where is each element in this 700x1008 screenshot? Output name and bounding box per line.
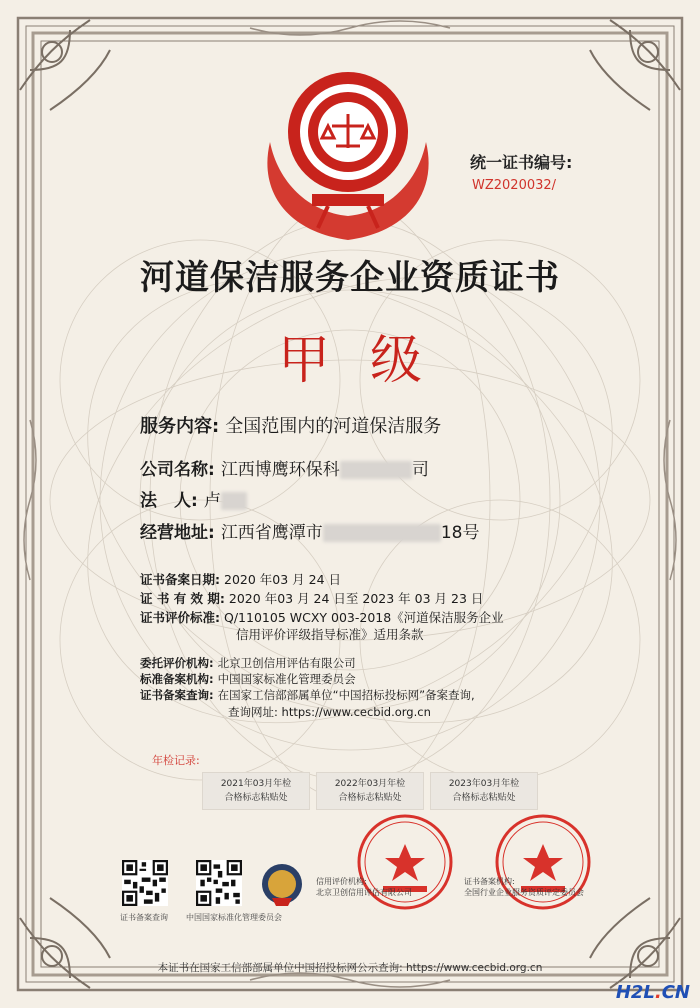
std-body-value: 中国国家标准化管理委员会 [217, 672, 356, 686]
evaluator-label: 委托评价机构: [140, 656, 214, 670]
certificate-title: 河道保洁服务企业资质证书 [140, 258, 560, 298]
qr-caption-standards: 中国国家标准化管理委员会 [186, 913, 282, 922]
annual-sticker-2023: 2023年03月年检 合格标志粘贴处 [430, 772, 538, 810]
query-row-cont [228, 704, 431, 720]
address-label: 经营地址: [140, 523, 215, 543]
query-row [140, 687, 475, 703]
evaluator-row [140, 655, 356, 671]
certificate-number-value: WZ2020032/ [472, 178, 557, 193]
standard-row-cont [236, 625, 424, 643]
record-seal-caption: 证书备案机构: 全国行业企业服务资质评定委员会 [464, 877, 584, 897]
evaluator-value: 北京卫创信用评估有限公司 [217, 656, 356, 670]
company-row [140, 455, 429, 480]
legal-rep-row [140, 486, 247, 511]
standard-row [140, 608, 504, 626]
evaluator-seal-caption: 信用评价机构: 北京卫创信用评估有限公司 [316, 877, 412, 897]
validity-value: 2020 年03 月 24 日至 2023 年 03 月 23 日 [228, 591, 484, 606]
record-date-row [140, 570, 341, 588]
query-value-line1: 在国家工信部部属单位“中国招标投标网”备案查询, [217, 688, 475, 702]
site-watermark: H2L.CN [615, 982, 690, 1003]
legal-rep-value: 卢 [204, 486, 247, 511]
annual-inspection-label: 年检记录: [152, 754, 200, 767]
standard-label: 证书评价标准: [140, 610, 220, 625]
service-value: 全国范围内的河道保洁服务 [225, 416, 442, 437]
standard-value-line1: Q/110105 WCXY 003-2018《河道保洁服务企业 [224, 610, 504, 625]
service-label: 服务内容: [140, 416, 220, 437]
record-date-label: 证书备案日期: [140, 572, 220, 587]
service-row [140, 412, 441, 438]
company-label: 公司名称: [140, 460, 215, 480]
annual-sticker-2022: 2022年03月年检 合格标志粘贴处 [316, 772, 424, 810]
certificate-number-label: 统一证书编号: [470, 153, 573, 172]
std-body-label: 标准备案机构: [140, 672, 214, 686]
redacted-area [323, 524, 441, 542]
record-date-value: 2020 年03 月 24 日 [224, 572, 342, 587]
address-row [140, 518, 479, 543]
qr-code-standards[interactable] [196, 860, 242, 906]
qr-caption-record: 证书备案查询 [120, 913, 168, 922]
certificate-grade: 甲级 [277, 331, 462, 391]
validity-label: 证 书 有 效 期: [140, 591, 225, 606]
redacted-area [340, 461, 412, 479]
legal-rep-label: 法 人: [140, 491, 198, 511]
std-body-row [140, 671, 356, 687]
qr-code-record[interactable] [122, 860, 168, 906]
validity-row [140, 589, 483, 607]
company-value: 江西博鹰环保科 司 [220, 460, 429, 480]
footer-note: 本证书在国家工信部部属单位中国招投标网公示查询: https://www.cecbid.org.cn [157, 962, 543, 974]
annual-sticker-2021: 2021年03月年检 合格标志粘贴处 [202, 772, 310, 810]
standard-value-line2: 信用评价评级指导标准》适用条款 [236, 627, 424, 642]
query-url: 查询网址: https://www.cecbid.org.cn [228, 705, 431, 719]
address-value: 江西省鹰潭市 18号 [220, 523, 480, 543]
query-label: 证书备案查询: [140, 688, 214, 702]
redacted-area [221, 492, 247, 510]
